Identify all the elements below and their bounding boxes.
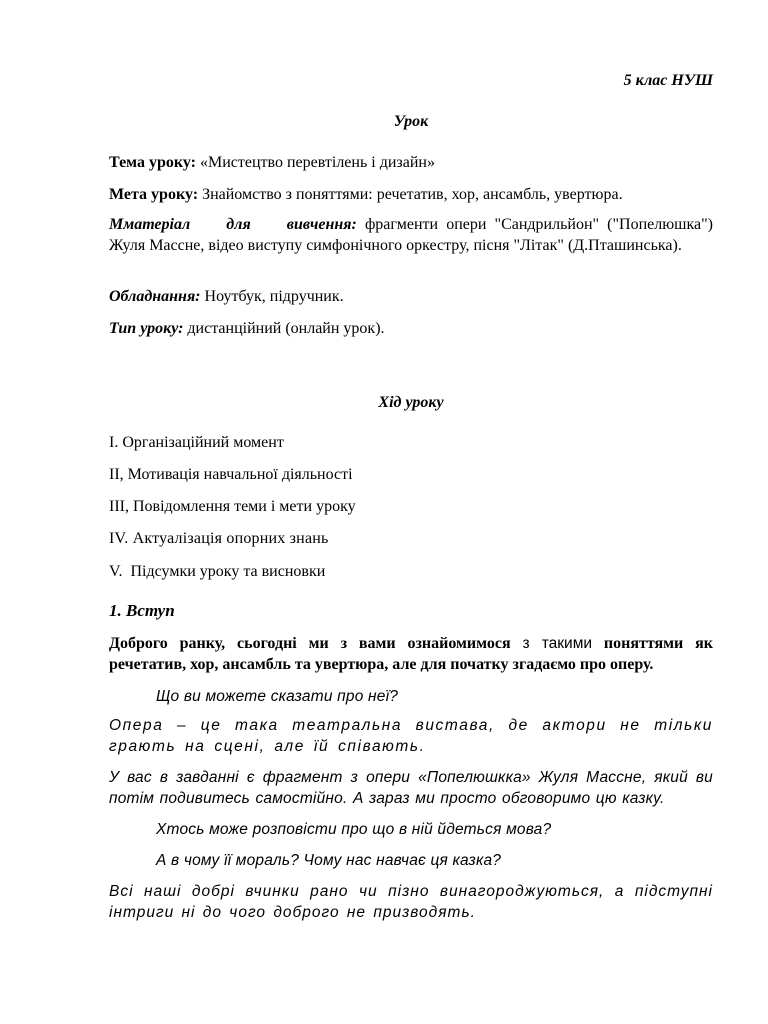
material-value: фрагменти опери "Сандрильйон" ("Попелюшка") Жуля Массне, відео виступу симфонічного оркестру, пісня "Літак" (Д.Пташинська).: [109, 216, 713, 254]
intro-text-b: з такими: [522, 635, 593, 652]
intro-text-c: поняттями як речетатив, хор, ансамбль та увертюра, але для початку згадаємо про оперу.: [109, 635, 713, 673]
type-label: Тип уроку:: [109, 320, 184, 337]
equipment-value: Ноутбук, підручник.: [200, 288, 344, 305]
plan-item: V. Підсумки уроку та висновки: [109, 563, 326, 580]
paragraph-fragment: У вас в завданні є фрагмент з опери «Попелюшкка» Жуля Массне, який ви потім подивитесь самостійно. А зараз ми просто обговоримо цю казку.: [109, 769, 713, 807]
grade-label: 5 клас НУШ: [623, 72, 713, 89]
paragraph-moral: Всі наші добрі вчинки рано чи пізно винагороджуються, а підступні інтриги ні до чого доброго не призводять.: [109, 883, 713, 921]
topic-line: [109, 152, 713, 173]
type-value: дистанційний (онлайн урок).: [183, 320, 385, 337]
equipment-line: [109, 286, 713, 307]
plan-item: ІІІ, Повідомлення теми і мети уроку: [109, 498, 356, 515]
intro-paragraph: [109, 633, 713, 675]
plan-item: IV. Актуалізація опорних знань: [109, 530, 329, 547]
question-3: А в чому її мораль? Чому нас навчає ця казка?: [156, 852, 502, 869]
intro-text-a: Доброго ранку, сьогодні ми з вами ознайомимося: [109, 635, 523, 652]
plan-item: І. Організаційний момент: [109, 434, 284, 451]
type-line: [109, 318, 713, 339]
section-heading: 1. Вступ: [109, 601, 175, 620]
goal-label: Мета уроку:: [109, 186, 199, 203]
equipment-label: Обладнання:: [109, 288, 201, 305]
question-2: Хтось може розповісти про що в ній йдеться мова?: [156, 821, 552, 838]
material-label: Мматеріал для вивчення:: [109, 216, 357, 233]
material-line: [109, 214, 713, 256]
question-1: Що ви можете сказати про неї?: [156, 688, 399, 705]
topic-label: Тема уроку:: [109, 154, 196, 171]
lesson-title: Урок: [393, 113, 429, 130]
paragraph-opera: Опера – це така театральна вистава, де актори не тільки грають на сцені, але їй співають.: [109, 717, 713, 755]
plan-title: Хід уроку: [378, 394, 444, 411]
goal-line: [109, 184, 713, 205]
plan-item: ІІ, Мотивація навчальної діяльності: [109, 466, 353, 483]
goal-value: Знайомство з поняттями: речетатив, хор, ансамбль, увертюра.: [198, 186, 623, 203]
topic-value: «Мистецтво перевтілень і дизайн»: [195, 154, 435, 171]
